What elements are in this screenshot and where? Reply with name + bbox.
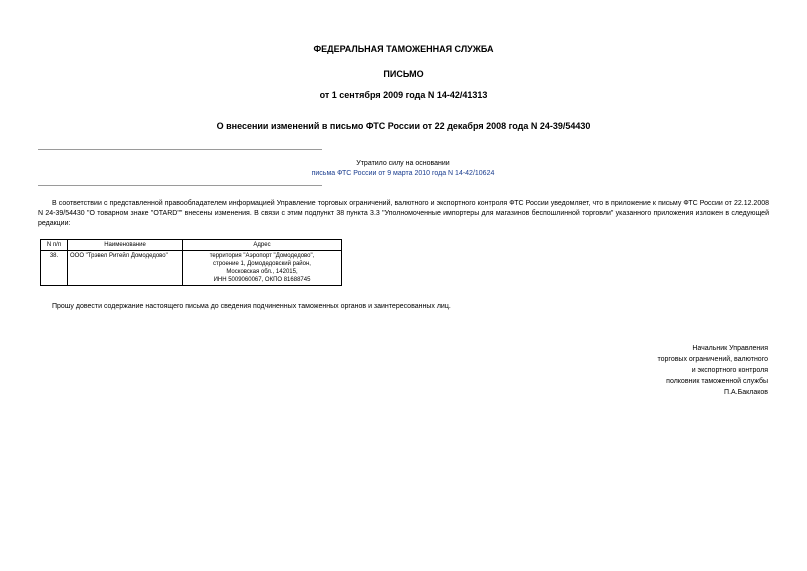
signature-line: и экспортного контроля <box>691 367 768 374</box>
signature-block <box>548 343 768 398</box>
table-header-number: N п/п <box>41 240 68 251</box>
signature-line: полковник таможенной службы <box>666 378 768 385</box>
status-link[interactable]: письма ФТС России от 9 марта 2010 года N 14-42/10624 <box>311 170 495 177</box>
address-line: строение 1, Домодедовский район, <box>213 261 311 267</box>
signature-line: торговых ограничений, валютного <box>657 356 768 363</box>
agency-title: ФЕДЕРАЛЬНАЯ ТАМОЖЕННАЯ СЛУЖБА <box>313 44 494 54</box>
table-header-address: Адрес <box>183 240 342 251</box>
table-header-row <box>41 240 342 251</box>
signature-line: Начальник Управления <box>692 345 768 352</box>
body-paragraph-2: Прошу довести содержание настоящего письма до сведения подчиненных таможенных органов и заинтересованных лиц. <box>52 303 451 310</box>
document-date-number: от 1 сентября 2009 года N 14-42/41313 <box>319 90 488 100</box>
table-row <box>41 251 342 286</box>
address-line: территория "Аэропорт "Домодедово", <box>209 253 315 259</box>
body-paragraph-1: В соответствии с представленной правообладателем информацией Управление торговых ограничений, валютного и экспортного контроля ФТС России уведомляет, что в приложение к письму ФТС России от 22.12.2008 N 24-39/54430 "О товарном знаке "OTARD"" внесены изменения. В связи с этим подпункт 38 пункта 3.3 "Уполномоченные импортеры для магазинов беспошлинной торговли" указанного приложения изложен в следующей редакции: <box>38 200 769 227</box>
importer-table <box>40 239 342 286</box>
address-line: ИНН 5009060067, ОКПО 81688745 <box>213 277 311 283</box>
status-label: Утратило силу на основании <box>356 160 450 167</box>
divider-bottom <box>38 185 322 186</box>
address-line: Московская обл., 142015, <box>226 269 298 275</box>
table-header-name: Наименование <box>68 240 183 251</box>
document-type: ПИСЬМО <box>383 69 424 79</box>
signature-name: П.А.Баклаков <box>724 389 768 396</box>
table-cell-address <box>183 251 342 286</box>
table-cell-name: ООО "Трэвел Ритейл Домодедово" <box>68 251 183 286</box>
divider-top <box>38 149 322 150</box>
table-cell-number: 38. <box>41 251 68 286</box>
document-subject: О внесении изменений в письмо ФТС России от 22 декабря 2008 года N 24-39/54430 <box>216 121 591 131</box>
